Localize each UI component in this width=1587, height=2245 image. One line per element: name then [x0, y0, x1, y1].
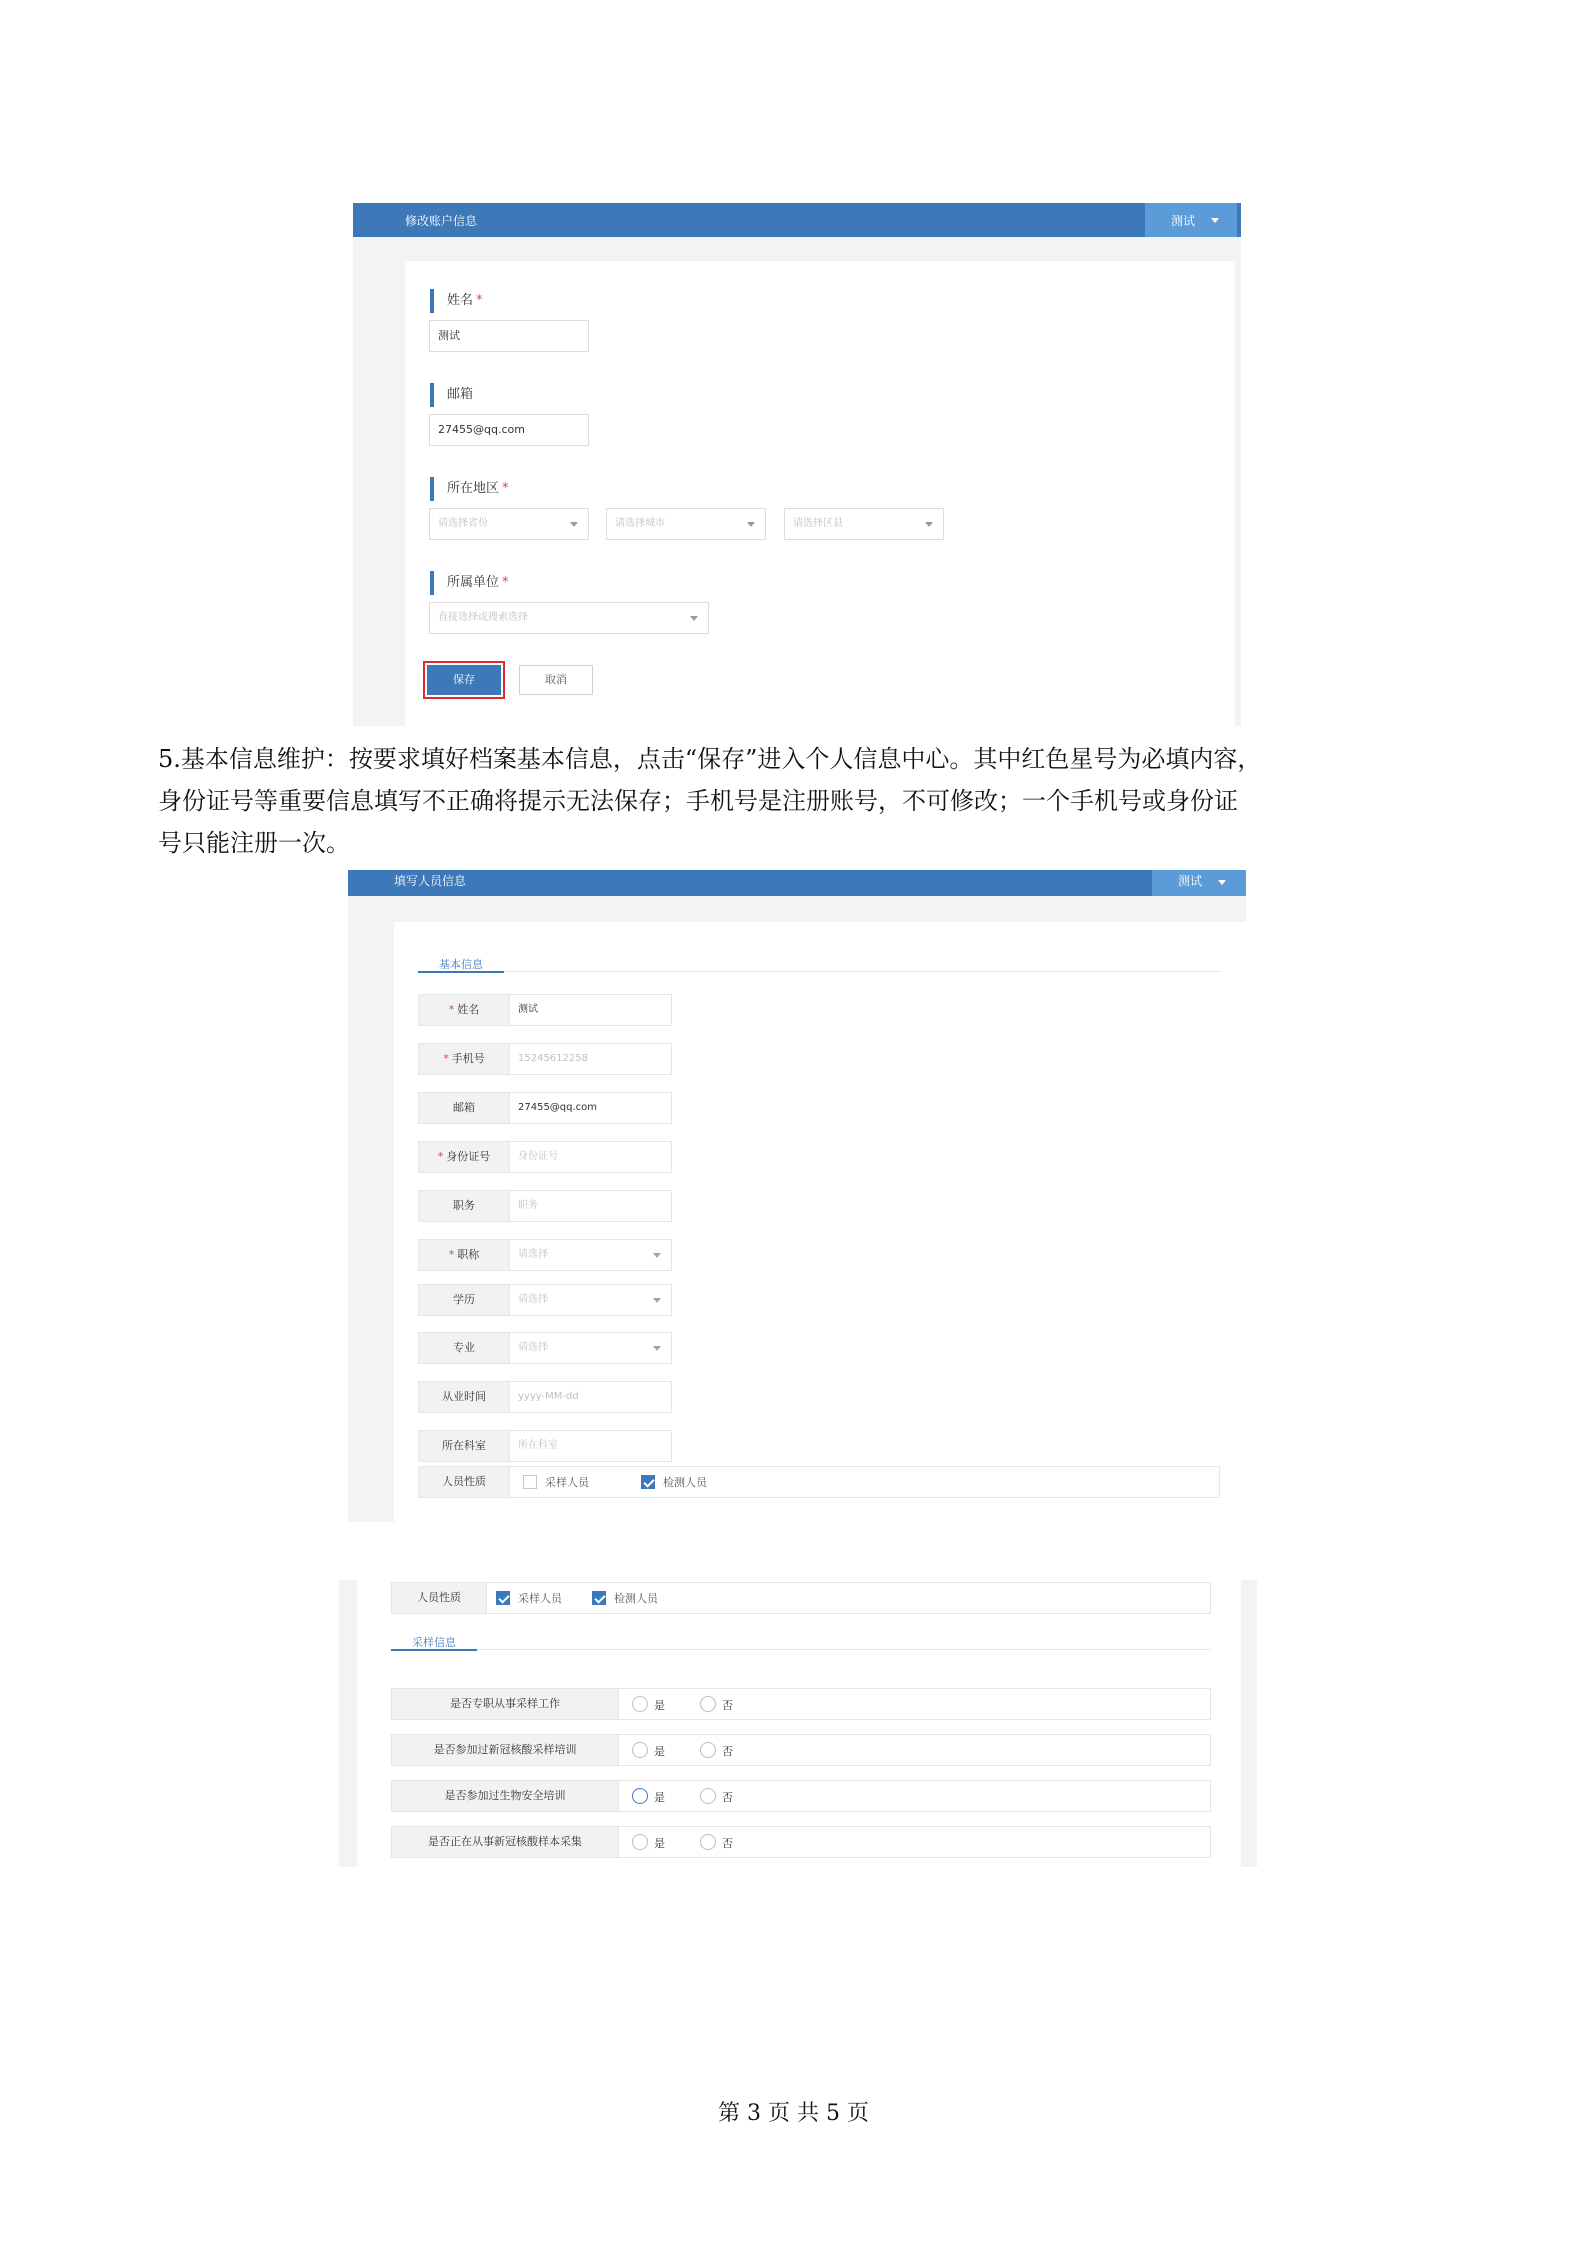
city-select[interactable]: 请选择城市: [606, 508, 766, 540]
tab-bar: [391, 1620, 1211, 1650]
form-row: [418, 1043, 672, 1075]
top-bar: [348, 870, 1246, 896]
tester-label: 检测人员: [663, 1476, 707, 1489]
sampler-label: 采样人员: [518, 1592, 562, 1605]
required-mark: *: [476, 293, 483, 308]
field-value: 请选择: [518, 1342, 548, 1353]
required-mark: *: [448, 1003, 455, 1016]
nature-label: 人员性质: [418, 1466, 510, 1498]
yes-label: 是: [654, 1745, 665, 1758]
paragraph-line: 身份证号等重要信息填写不正确将提示无法保存；手机号是注册账号，不可修改；一个手机号或身份证: [158, 787, 1238, 815]
paragraph-line: 号只能注册一次。: [158, 829, 350, 857]
sampler-label: 采样人员: [545, 1476, 589, 1489]
field-input[interactable]: [509, 1043, 672, 1075]
chevron-down-icon: [1218, 880, 1226, 885]
question-row: [391, 1734, 1211, 1766]
edit-account-screenshot: [353, 203, 1241, 726]
chevron-down-icon: [690, 616, 698, 621]
field-label-text: 身份证号: [446, 1150, 491, 1163]
form-row: [418, 1190, 672, 1222]
field-label: [418, 1092, 510, 1124]
sampling-info-screenshot: [339, 1580, 1257, 1867]
nature-row: [391, 1582, 1211, 1614]
top-bar: [353, 203, 1241, 237]
field-input[interactable]: [509, 1190, 672, 1222]
field-label-text: 专业: [453, 1341, 475, 1354]
field-label-text: 职称: [457, 1248, 480, 1261]
no-label: 否: [722, 1745, 733, 1758]
yes-radio[interactable]: [632, 1696, 648, 1712]
field-label: [418, 1043, 510, 1075]
field-label: [418, 1239, 510, 1271]
field-input[interactable]: [509, 1430, 672, 1462]
tab-sampling-info[interactable]: 采样信息: [412, 1636, 456, 1649]
field-label-text: 职务: [453, 1199, 475, 1212]
user-menu[interactable]: [1152, 870, 1246, 896]
no-radio[interactable]: [700, 1834, 716, 1850]
user-name: 测试: [1178, 874, 1203, 888]
field-input[interactable]: [509, 1141, 672, 1173]
no-label: 否: [722, 1699, 733, 1712]
field-label-text: 邮箱: [453, 1101, 475, 1114]
form-row: [418, 1430, 672, 1462]
yes-label: 是: [654, 1791, 665, 1804]
chevron-down-icon: [747, 522, 755, 527]
question-label: 是否正在从事新冠核酸样本采集: [391, 1826, 619, 1858]
name-input[interactable]: 测试: [429, 320, 589, 352]
field-select[interactable]: [509, 1239, 672, 1271]
name-label: 姓名 *: [430, 289, 483, 313]
field-value: yyyy-MM-dd: [518, 1391, 579, 1402]
field-label: [418, 1332, 510, 1364]
field-value: 职务: [518, 1200, 538, 1211]
field-label: [418, 1190, 510, 1222]
nature-row: [418, 1466, 1220, 1498]
field-value: 27455@qq.com: [518, 1102, 598, 1113]
no-label: 否: [722, 1837, 733, 1850]
required-mark: *: [437, 1150, 444, 1163]
field-label: [418, 1430, 510, 1462]
yes-label: 是: [654, 1837, 665, 1850]
district-select[interactable]: 请选择区县: [784, 508, 944, 540]
field-label: [418, 1381, 510, 1413]
instruction-paragraph: [158, 738, 1458, 864]
chevron-down-icon: [653, 1253, 661, 1258]
personnel-info-screenshot: [348, 870, 1246, 1522]
paragraph-line: 5.基本信息维护：按要求填好档案基本信息，点击“保存”进入个人信息中心。其中红色星号为必填内容，: [158, 745, 1262, 773]
field-input[interactable]: [509, 1092, 672, 1124]
form-row: [418, 994, 672, 1026]
field-value: 测试: [518, 1004, 538, 1015]
form-panel: [394, 922, 1246, 1522]
yes-radio[interactable]: [632, 1742, 648, 1758]
form-row: [418, 1284, 672, 1316]
form-panel: [357, 1580, 1241, 1867]
email-label: 邮箱: [430, 383, 473, 407]
question-label: 是否专职从事采样工作: [391, 1688, 619, 1720]
tester-checkbox[interactable]: [592, 1591, 606, 1605]
form-row: [418, 1381, 672, 1413]
page-title: 填写人员信息: [394, 874, 467, 888]
email-input[interactable]: 27455@qq.com: [429, 414, 589, 446]
yes-label: 是: [654, 1699, 665, 1712]
region-label: 所在地区 *: [430, 477, 509, 501]
tab-basic-info[interactable]: 基本信息: [439, 958, 483, 971]
field-input[interactable]: [509, 994, 672, 1026]
unit-select[interactable]: 直接选择或搜索选择: [429, 602, 709, 634]
form-row: [418, 1141, 672, 1173]
nature-label: 人员性质: [391, 1582, 487, 1614]
no-radio[interactable]: [700, 1742, 716, 1758]
form-row: [418, 1332, 672, 1364]
field-label-text: 姓名: [457, 1003, 480, 1016]
page-title: 修改账户信息: [405, 214, 478, 228]
required-mark: *: [443, 1052, 449, 1065]
question-row: [391, 1780, 1211, 1812]
field-label-text: 学历: [453, 1293, 475, 1306]
field-label: [418, 1141, 510, 1173]
user-name: 测试: [1171, 214, 1196, 228]
save-button[interactable]: 保存: [427, 665, 501, 695]
no-radio[interactable]: [700, 1696, 716, 1712]
sampler-checkbox[interactable]: [496, 1591, 510, 1605]
no-radio[interactable]: [700, 1788, 716, 1804]
question-label: 是否参加过生物安全培训: [391, 1780, 619, 1812]
field-value: 所在科室: [518, 1440, 558, 1451]
cancel-button[interactable]: 取消: [519, 665, 593, 695]
tester-label: 检测人员: [614, 1592, 658, 1605]
question-row: [391, 1688, 1211, 1720]
tab-bar: [418, 942, 1220, 972]
required-mark: *: [448, 1248, 455, 1261]
sampler-checkbox[interactable]: [523, 1475, 537, 1489]
chevron-down-icon: [653, 1298, 661, 1303]
user-menu[interactable]: [1145, 203, 1237, 237]
field-label-text: 所在科室: [442, 1439, 486, 1452]
chevron-down-icon: [570, 522, 578, 527]
field-label: [418, 1284, 510, 1316]
no-label: 否: [722, 1791, 733, 1804]
unit-label: 所属单位 *: [430, 571, 509, 595]
yes-radio[interactable]: [632, 1834, 648, 1850]
question-label: 是否参加过新冠核酸采样培训: [391, 1734, 619, 1766]
page-footer: 第 3 页 共 5 页: [718, 2101, 869, 2126]
field-label: [418, 994, 510, 1026]
field-value: 请选择: [518, 1294, 548, 1305]
field-select[interactable]: [509, 1332, 672, 1364]
form-panel: [405, 261, 1235, 726]
chevron-down-icon: [1211, 218, 1219, 223]
field-value: 身份证号: [518, 1151, 558, 1162]
chevron-down-icon: [925, 522, 933, 527]
field-label-text: 手机号: [451, 1052, 485, 1065]
field-select[interactable]: [509, 1284, 672, 1316]
tab-underline: [391, 1649, 477, 1651]
province-select[interactable]: 请选择省份: [429, 508, 589, 540]
field-value: 15245612258: [518, 1053, 588, 1064]
yes-radio[interactable]: [632, 1788, 648, 1804]
form-row: [418, 1239, 672, 1271]
chevron-down-icon: [653, 1346, 661, 1351]
field-value: 请选择: [518, 1249, 548, 1260]
field-input[interactable]: [509, 1381, 672, 1413]
question-row: [391, 1826, 1211, 1858]
form-row: [418, 1092, 672, 1124]
tab-underline: [418, 971, 504, 973]
field-label-text: 从业时间: [442, 1390, 486, 1403]
tester-checkbox[interactable]: [641, 1475, 655, 1489]
